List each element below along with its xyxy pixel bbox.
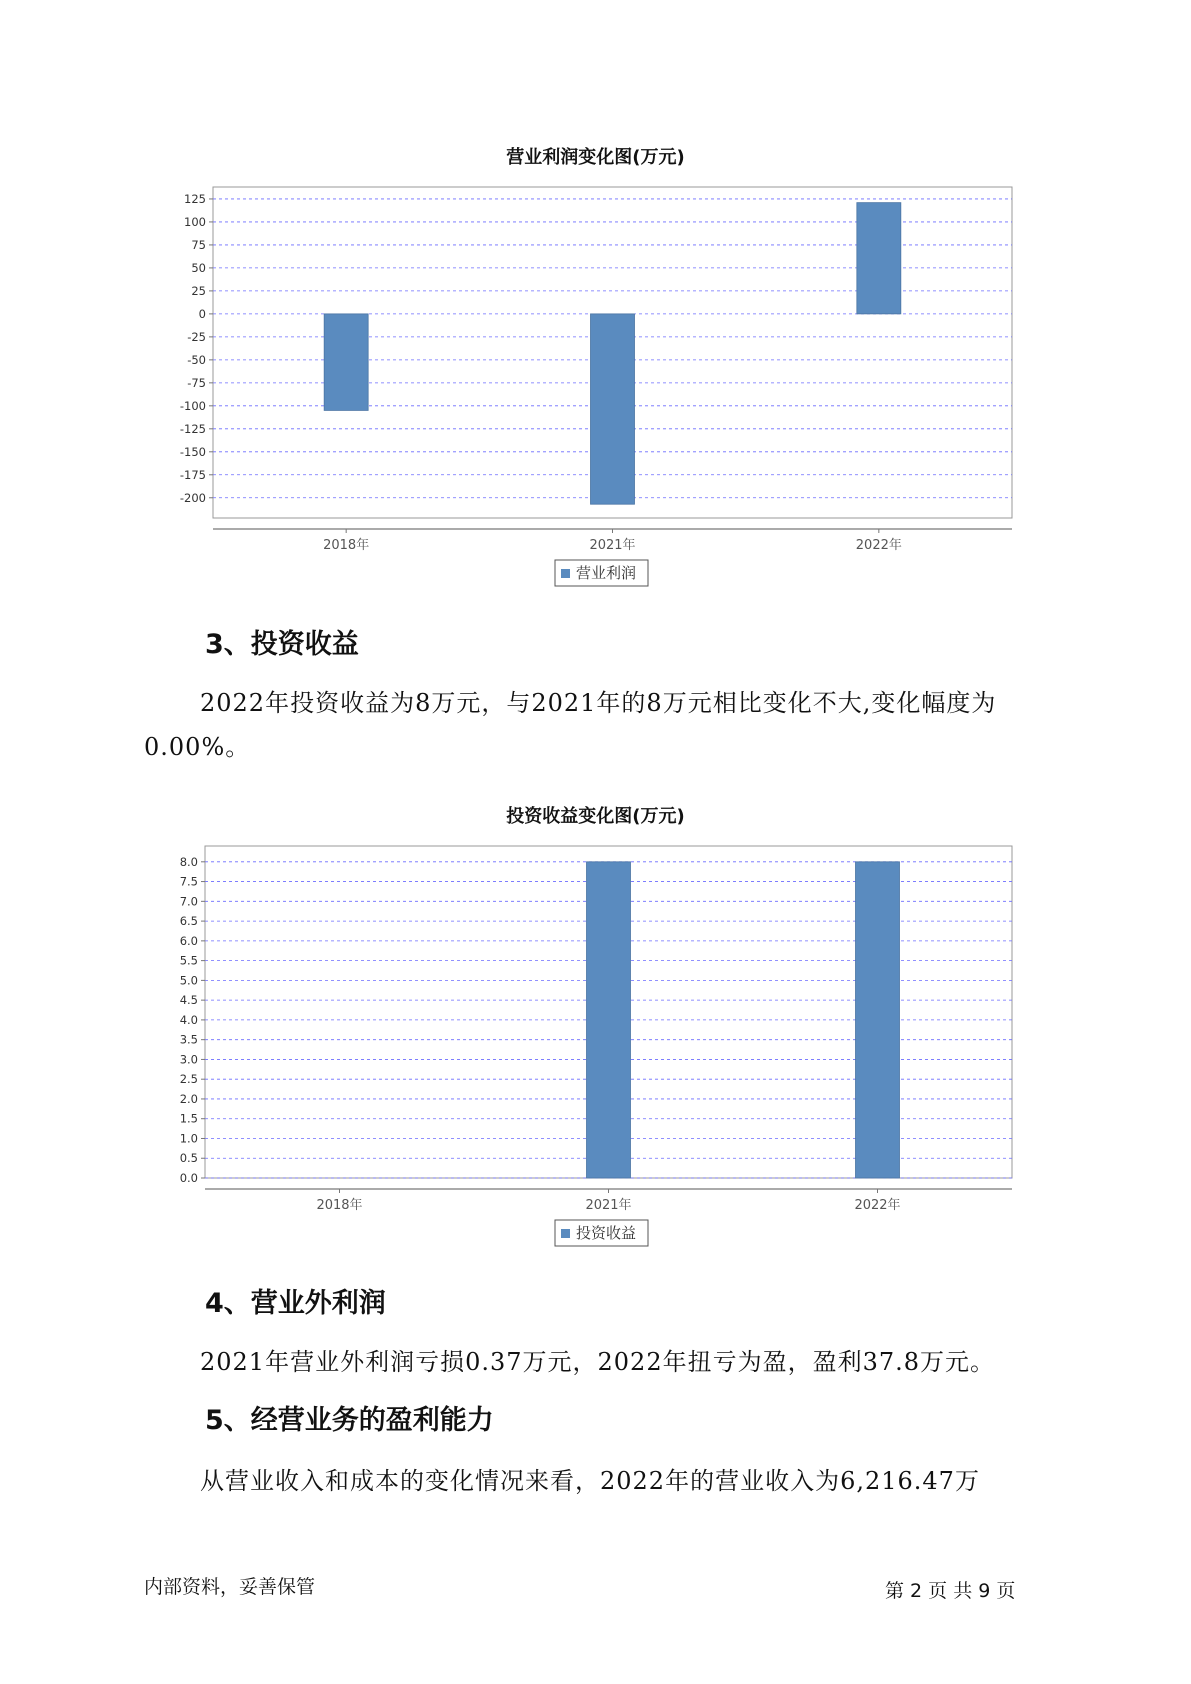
y-tick-label: 0.5 [179,1151,198,1166]
y-tick-label: 7.5 [179,874,198,889]
y-tick-label: -50 [187,352,206,367]
section-3-line-1: 2022年投资收益为8万元，与2021年的8万元相比变化不大,变化幅度为 [200,689,997,717]
y-tick-label: -125 [179,421,206,436]
y-tick-label: 2.0 [179,1091,198,1106]
y-tick-label: 1.5 [179,1111,198,1126]
y-tick-label: 100 [184,214,206,229]
y-tick-label: 8.0 [179,854,198,869]
y-tick-label: 0.0 [179,1171,198,1185]
operating-profit-chart [0,170,1191,590]
section-5-line-1: 从营业收入和成本的变化情况来看，2022年的营业收入为6,216.47万 [200,1467,980,1495]
y-tick-label: 75 [191,237,206,252]
y-tick-label: 25 [191,283,206,298]
y-tick-label: 4.0 [179,1012,198,1027]
section-5-heading: 5、经营业务的盈利能力 [205,1405,494,1436]
footer-confidential-note: 内部资料，妥善保管 [144,1576,316,1598]
y-tick-label: 3.0 [179,1052,198,1067]
bar-2021年 [591,314,635,504]
section-3-line-2: 0.00%。 [144,733,251,761]
y-tick-label: 50 [191,260,206,275]
y-tick-label: 3.5 [179,1032,198,1047]
x-tick-label: 2021年 [585,1198,632,1213]
x-tick-label: 2018年 [323,538,370,553]
y-tick-label: -25 [187,329,206,344]
legend-swatch [561,1229,570,1238]
bar-2022年 [856,862,900,1178]
y-tick-label: 6.5 [179,914,198,929]
footer-page-number: 第 2 页 共 9 页 [885,1580,1016,1602]
y-tick-label: -100 [179,398,206,413]
legend-label: 营业利润 [576,564,637,582]
section-4-heading: 4、营业外利润 [205,1288,386,1319]
y-tick-label: 7.0 [179,894,198,909]
y-tick-label: 6.0 [179,933,198,948]
x-tick-label: 2018年 [316,1198,363,1213]
bar-2021年 [587,862,631,1178]
y-tick-label: 4.5 [179,993,198,1008]
y-tick-label: 2.5 [179,1072,198,1087]
legend-swatch [561,569,570,578]
section-3-heading: 3、投资收益 [205,629,359,660]
x-tick-label: 2022年 [854,1198,901,1213]
y-tick-label: -200 [179,490,206,505]
x-tick-label: 2022年 [855,538,902,553]
y-tick-label: 5.5 [179,953,198,968]
x-tick-label: 2021年 [589,538,636,553]
legend-label: 投资收益 [576,1224,637,1242]
y-tick-label: 1.0 [179,1131,198,1146]
y-tick-label: 5.0 [179,973,198,988]
y-tick-label: -75 [187,375,206,390]
bar-2022年 [857,203,901,314]
investment-income-chart [0,830,1191,1250]
bar-2018年 [324,314,368,411]
y-tick-label: -150 [179,444,206,459]
y-tick-label: -175 [179,467,206,482]
section-4-line-1: 2021年营业外利润亏损0.37万元，2022年扭亏为盈，盈利37.8万元。 [200,1348,996,1376]
chart1-title: 营业利润变化图(万元) [506,147,685,168]
y-tick-label: 125 [184,191,206,206]
y-tick-label: 0 [198,306,206,321]
chart2-title: 投资收益变化图(万元) [506,806,685,827]
